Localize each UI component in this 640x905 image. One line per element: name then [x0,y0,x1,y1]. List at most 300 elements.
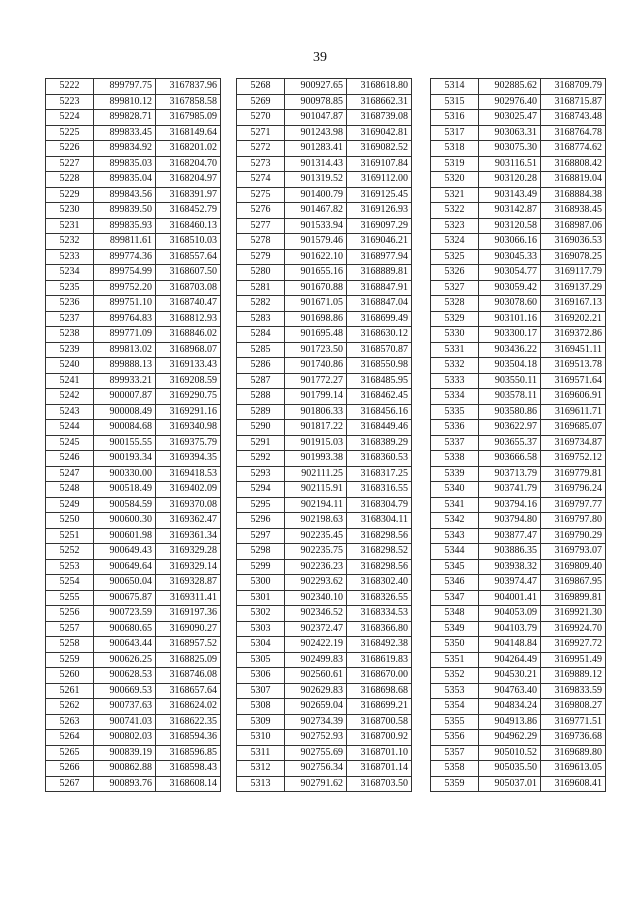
x-coordinate-cell: 900155.55 [94,435,156,451]
y-coordinate-cell: 3169362.47 [156,513,221,529]
table-row [237,156,412,172]
point-id-cell: 5255 [46,590,94,606]
x-coordinate-cell: 902235.45 [285,528,347,544]
coordinate-table-3 [430,78,606,792]
x-coordinate-cell: 900649.64 [94,559,156,575]
table-row [237,621,412,637]
point-id-cell: 5238 [46,327,94,343]
y-coordinate-cell: 3168630.12 [347,327,412,343]
point-id-cell: 5236 [46,296,94,312]
x-coordinate-cell: 902659.04 [285,699,347,715]
table-row [431,513,606,529]
table-row [237,234,412,250]
y-coordinate-cell: 3168847.91 [347,280,412,296]
table-row [237,606,412,622]
x-coordinate-cell: 903078.60 [479,296,541,312]
table-row [431,699,606,715]
table-row [431,327,606,343]
table-row [237,497,412,513]
x-coordinate-cell: 899751.10 [94,296,156,312]
x-coordinate-cell: 903116.51 [479,156,541,172]
point-id-cell: 5232 [46,234,94,250]
x-coordinate-cell: 903877.47 [479,528,541,544]
table-row [46,404,221,420]
y-coordinate-cell: 3168204.97 [156,172,221,188]
x-coordinate-cell: 901314.43 [285,156,347,172]
point-id-cell: 5359 [431,776,479,792]
point-id-cell: 5324 [431,234,479,250]
point-id-cell: 5264 [46,730,94,746]
table-row [237,466,412,482]
y-coordinate-cell: 3169736.68 [541,730,606,746]
y-coordinate-cell: 3168825.09 [156,652,221,668]
table-row [237,730,412,746]
y-coordinate-cell: 3168594.36 [156,730,221,746]
point-id-cell: 5348 [431,606,479,622]
x-coordinate-cell: 900839.19 [94,745,156,761]
table-row [431,342,606,358]
x-coordinate-cell: 900675.87 [94,590,156,606]
point-id-cell: 5233 [46,249,94,265]
table-row [431,389,606,405]
table-row [237,683,412,699]
table-row [46,203,221,219]
point-id-cell: 5352 [431,668,479,684]
y-coordinate-cell: 3168715.87 [541,94,606,110]
y-coordinate-cell: 3169793.07 [541,544,606,560]
point-id-cell: 5276 [237,203,285,219]
table-row [237,714,412,730]
x-coordinate-cell: 902115.91 [285,482,347,498]
y-coordinate-cell: 3168298.56 [347,528,412,544]
table-row [431,203,606,219]
y-coordinate-cell: 3168746.08 [156,668,221,684]
y-coordinate-cell: 3168774.62 [541,141,606,157]
point-id-cell: 5235 [46,280,94,296]
x-coordinate-cell: 903142.87 [479,203,541,219]
table-row [431,652,606,668]
y-coordinate-cell: 3169927.72 [541,637,606,653]
point-id-cell: 5341 [431,497,479,513]
x-coordinate-cell: 904264.49 [479,652,541,668]
point-id-cell: 5312 [237,761,285,777]
y-coordinate-cell: 3168819.04 [541,172,606,188]
point-id-cell: 5265 [46,745,94,761]
y-coordinate-cell: 3169372.86 [541,327,606,343]
point-id-cell: 5282 [237,296,285,312]
y-coordinate-cell: 3168698.68 [347,683,412,699]
y-coordinate-cell: 3169779.81 [541,466,606,482]
x-coordinate-cell: 901723.50 [285,342,347,358]
point-id-cell: 5327 [431,280,479,296]
table-row [237,559,412,575]
x-coordinate-cell: 899933.21 [94,373,156,389]
point-id-cell: 5225 [46,125,94,141]
table-row [431,683,606,699]
table-row [46,544,221,560]
x-coordinate-cell: 905037.01 [479,776,541,792]
x-coordinate-cell: 899835.93 [94,218,156,234]
table-row [431,575,606,591]
point-id-cell: 5322 [431,203,479,219]
coordinate-table-2 [236,78,412,792]
point-id-cell: 5354 [431,699,479,715]
y-coordinate-cell: 3169608.41 [541,776,606,792]
y-coordinate-cell: 3169796.24 [541,482,606,498]
point-id-cell: 5262 [46,699,94,715]
table-row [46,745,221,761]
y-coordinate-cell: 3168391.97 [156,187,221,203]
x-coordinate-cell: 903045.33 [479,249,541,265]
point-id-cell: 5248 [46,482,94,498]
table-row [237,420,412,436]
y-coordinate-cell: 3169797.77 [541,497,606,513]
table-row [431,544,606,560]
y-coordinate-cell: 3168316.55 [347,482,412,498]
table-row [237,451,412,467]
y-coordinate-cell: 3169790.29 [541,528,606,544]
y-coordinate-cell: 3168462.45 [347,389,412,405]
x-coordinate-cell: 901915.03 [285,435,347,451]
point-id-cell: 5243 [46,404,94,420]
point-id-cell: 5334 [431,389,479,405]
table-row [46,637,221,653]
point-id-cell: 5222 [46,79,94,95]
point-id-cell: 5288 [237,389,285,405]
point-id-cell: 5263 [46,714,94,730]
point-id-cell: 5244 [46,420,94,436]
table-row [46,699,221,715]
y-coordinate-cell: 3168740.47 [156,296,221,312]
x-coordinate-cell: 899754.99 [94,265,156,281]
y-coordinate-cell: 3168607.50 [156,265,221,281]
y-coordinate-cell: 3168657.64 [156,683,221,699]
x-coordinate-cell: 902629.83 [285,683,347,699]
table-row [237,249,412,265]
point-id-cell: 5223 [46,94,94,110]
y-coordinate-cell: 3168550.98 [347,358,412,374]
y-coordinate-cell: 3169090.27 [156,621,221,637]
y-coordinate-cell: 3169924.70 [541,621,606,637]
x-coordinate-cell: 903886.35 [479,544,541,560]
table-row [237,342,412,358]
point-id-cell: 5268 [237,79,285,95]
table-row [237,110,412,126]
y-coordinate-cell: 3169394.35 [156,451,221,467]
x-coordinate-cell: 899774.36 [94,249,156,265]
point-id-cell: 5224 [46,110,94,126]
point-id-cell: 5344 [431,544,479,560]
y-coordinate-cell: 3168492.38 [347,637,412,653]
y-coordinate-cell: 3168149.64 [156,125,221,141]
point-id-cell: 5267 [46,776,94,792]
table-row [237,575,412,591]
table-row [46,420,221,436]
y-coordinate-cell: 3169370.08 [156,497,221,513]
table-row [46,249,221,265]
y-coordinate-cell: 3168557.64 [156,249,221,265]
y-coordinate-cell: 3168619.83 [347,652,412,668]
x-coordinate-cell: 903066.16 [479,234,541,250]
point-id-cell: 5252 [46,544,94,560]
point-id-cell: 5325 [431,249,479,265]
table-row [46,125,221,141]
x-coordinate-cell: 902346.52 [285,606,347,622]
y-coordinate-cell: 3168570.87 [347,342,412,358]
table-row [431,528,606,544]
table-row [237,327,412,343]
y-coordinate-cell: 3168334.53 [347,606,412,622]
point-id-cell: 5306 [237,668,285,684]
y-coordinate-cell: 3168366.80 [347,621,412,637]
y-coordinate-cell: 3168304.11 [347,513,412,529]
y-coordinate-cell: 3169125.45 [347,187,412,203]
y-coordinate-cell: 3168622.35 [156,714,221,730]
point-id-cell: 5356 [431,730,479,746]
table-row [46,141,221,157]
y-coordinate-cell: 3168598.43 [156,761,221,777]
y-coordinate-cell: 3169451.11 [541,342,606,358]
table-row [46,466,221,482]
point-id-cell: 5337 [431,435,479,451]
point-id-cell: 5302 [237,606,285,622]
point-id-cell: 5350 [431,637,479,653]
point-id-cell: 5318 [431,141,479,157]
table-row [46,528,221,544]
y-coordinate-cell: 3168846.02 [156,327,221,343]
table-row [46,776,221,792]
point-id-cell: 5335 [431,404,479,420]
y-coordinate-cell: 3168302.40 [347,575,412,591]
x-coordinate-cell: 901047.87 [285,110,347,126]
point-id-cell: 5274 [237,172,285,188]
table-row [431,404,606,420]
y-coordinate-cell: 3168703.50 [347,776,412,792]
table-row [431,79,606,95]
table-row [46,172,221,188]
x-coordinate-cell: 900584.59 [94,497,156,513]
table-row [46,327,221,343]
x-coordinate-cell: 900601.98 [94,528,156,544]
y-coordinate-cell: 3169329.28 [156,544,221,560]
y-coordinate-cell: 3168389.29 [347,435,412,451]
x-coordinate-cell: 899833.45 [94,125,156,141]
table-row [237,125,412,141]
y-coordinate-cell: 3169328.87 [156,575,221,591]
y-coordinate-cell: 3168700.92 [347,730,412,746]
table-row [431,730,606,746]
table-row [237,482,412,498]
point-id-cell: 5227 [46,156,94,172]
x-coordinate-cell: 899839.50 [94,203,156,219]
y-coordinate-cell: 3168987.06 [541,218,606,234]
y-coordinate-cell: 3168977.94 [347,249,412,265]
x-coordinate-cell: 902293.62 [285,575,347,591]
table-row [237,265,412,281]
table-row [46,311,221,327]
table-row [46,575,221,591]
table-row [237,203,412,219]
x-coordinate-cell: 901671.05 [285,296,347,312]
x-coordinate-cell: 903713.79 [479,466,541,482]
point-id-cell: 5269 [237,94,285,110]
table-row [46,358,221,374]
point-id-cell: 5332 [431,358,479,374]
table-row [237,187,412,203]
table-row [46,559,221,575]
point-id-cell: 5234 [46,265,94,281]
point-id-cell: 5245 [46,435,94,451]
point-id-cell: 5261 [46,683,94,699]
x-coordinate-cell: 899797.75 [94,79,156,95]
x-coordinate-cell: 903101.16 [479,311,541,327]
point-id-cell: 5330 [431,327,479,343]
x-coordinate-cell: 902372.47 [285,621,347,637]
y-coordinate-cell: 3168808.42 [541,156,606,172]
point-id-cell: 5253 [46,559,94,575]
table-row [46,730,221,746]
y-coordinate-cell: 3169571.64 [541,373,606,389]
point-id-cell: 5242 [46,389,94,405]
x-coordinate-cell: 902885.62 [479,79,541,95]
x-coordinate-cell: 901772.27 [285,373,347,389]
point-id-cell: 5303 [237,621,285,637]
y-coordinate-cell: 3169082.52 [347,141,412,157]
x-coordinate-cell: 900600.30 [94,513,156,529]
table-row [431,621,606,637]
y-coordinate-cell: 3169078.25 [541,249,606,265]
x-coordinate-cell: 900862.88 [94,761,156,777]
point-id-cell: 5239 [46,342,94,358]
x-coordinate-cell: 899810.12 [94,94,156,110]
table-row [237,435,412,451]
table-row [431,497,606,513]
point-id-cell: 5296 [237,513,285,529]
table-row [431,249,606,265]
y-coordinate-cell: 3168701.14 [347,761,412,777]
point-id-cell: 5339 [431,466,479,482]
table-row [431,172,606,188]
point-id-cell: 5273 [237,156,285,172]
y-coordinate-cell: 3169197.36 [156,606,221,622]
y-coordinate-cell: 3169133.43 [156,358,221,374]
x-coordinate-cell: 899764.83 [94,311,156,327]
y-coordinate-cell: 3169899.81 [541,590,606,606]
y-coordinate-cell: 3168847.04 [347,296,412,312]
x-coordinate-cell: 902755.69 [285,745,347,761]
point-id-cell: 5266 [46,761,94,777]
y-coordinate-cell: 3168968.07 [156,342,221,358]
point-id-cell: 5308 [237,699,285,715]
point-id-cell: 5294 [237,482,285,498]
y-coordinate-cell: 3168460.13 [156,218,221,234]
y-coordinate-cell: 3169097.29 [347,218,412,234]
table-row [431,311,606,327]
table-row [46,373,221,389]
point-id-cell: 5314 [431,79,479,95]
point-id-cell: 5283 [237,311,285,327]
point-id-cell: 5237 [46,311,94,327]
table-row [431,559,606,575]
table-row [46,156,221,172]
point-id-cell: 5278 [237,234,285,250]
y-coordinate-cell: 3168204.70 [156,156,221,172]
table-row [46,621,221,637]
point-id-cell: 5320 [431,172,479,188]
table-row [431,420,606,436]
y-coordinate-cell: 3169202.21 [541,311,606,327]
x-coordinate-cell: 899835.03 [94,156,156,172]
y-coordinate-cell: 3169402.09 [156,482,221,498]
table-row [237,761,412,777]
point-id-cell: 5228 [46,172,94,188]
point-id-cell: 5259 [46,652,94,668]
table-row [46,218,221,234]
y-coordinate-cell: 3169036.53 [541,234,606,250]
table-row [46,296,221,312]
point-id-cell: 5275 [237,187,285,203]
table-row [431,435,606,451]
table-row [46,683,221,699]
point-id-cell: 5307 [237,683,285,699]
point-id-cell: 5270 [237,110,285,126]
x-coordinate-cell: 902756.34 [285,761,347,777]
y-coordinate-cell: 3169126.93 [347,203,412,219]
x-coordinate-cell: 901817.22 [285,420,347,436]
x-coordinate-cell: 900007.87 [94,389,156,405]
y-coordinate-cell: 3168304.79 [347,497,412,513]
y-coordinate-cell: 3169361.34 [156,528,221,544]
point-id-cell: 5295 [237,497,285,513]
table-row [431,94,606,110]
point-id-cell: 5300 [237,575,285,591]
point-id-cell: 5336 [431,420,479,436]
table-row [237,373,412,389]
table-row [431,373,606,389]
y-coordinate-cell: 3168709.79 [541,79,606,95]
table-row [431,156,606,172]
y-coordinate-cell: 3168452.79 [156,203,221,219]
y-coordinate-cell: 3168201.02 [156,141,221,157]
point-id-cell: 5346 [431,575,479,591]
table-row [237,528,412,544]
point-id-cell: 5343 [431,528,479,544]
table-row [431,590,606,606]
point-id-cell: 5297 [237,528,285,544]
table-row [431,141,606,157]
table-row [431,296,606,312]
point-id-cell: 5340 [431,482,479,498]
y-coordinate-cell: 3168298.52 [347,544,412,560]
table-row [46,94,221,110]
x-coordinate-cell: 903054.77 [479,265,541,281]
x-coordinate-cell: 903741.79 [479,482,541,498]
table-row [431,714,606,730]
table-row [431,187,606,203]
table-row [237,590,412,606]
x-coordinate-cell: 900084.68 [94,420,156,436]
table-row [46,79,221,95]
y-coordinate-cell: 3168957.52 [156,637,221,653]
x-coordinate-cell: 900330.00 [94,466,156,482]
table-row [237,745,412,761]
x-coordinate-cell: 903655.37 [479,435,541,451]
point-id-cell: 5291 [237,435,285,451]
y-coordinate-cell: 3168326.55 [347,590,412,606]
y-coordinate-cell: 3169611.71 [541,404,606,420]
x-coordinate-cell: 903025.47 [479,110,541,126]
point-id-cell: 5331 [431,342,479,358]
